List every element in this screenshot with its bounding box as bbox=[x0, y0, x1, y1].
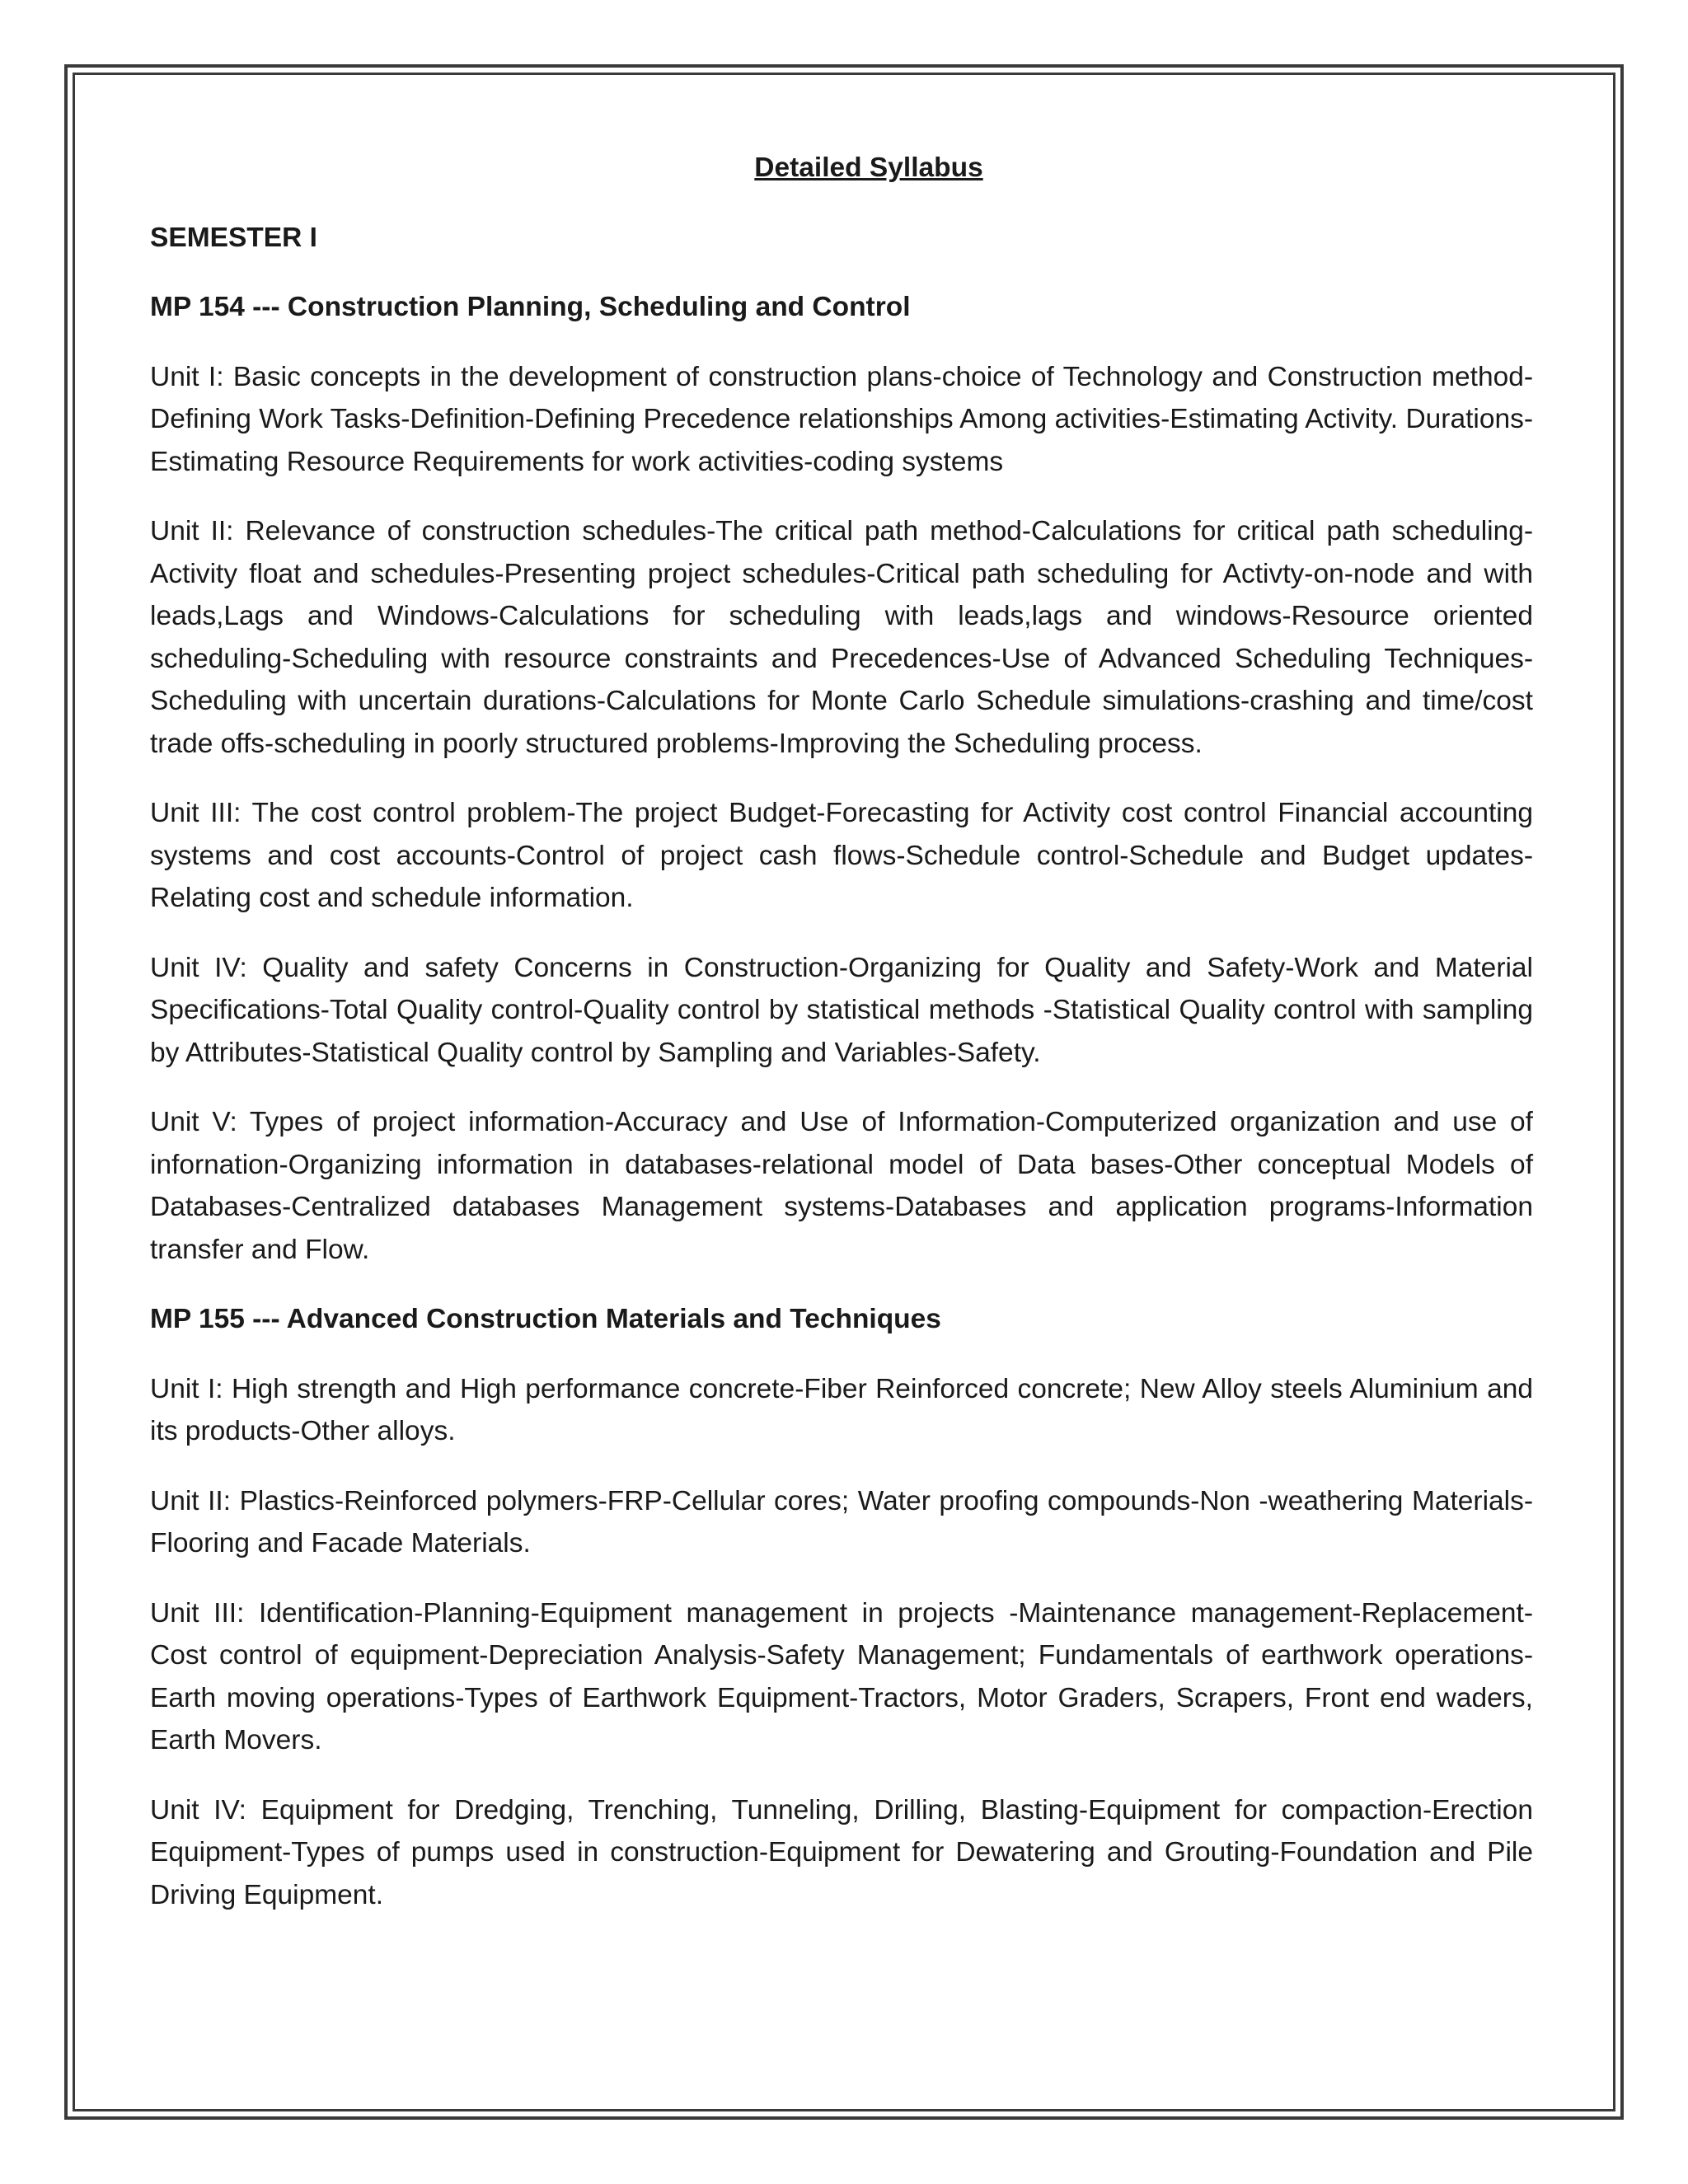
course-title: MP 155 --- Advanced Construction Materials and Techniques bbox=[150, 1304, 941, 1334]
document-title: Detailed Syllabus bbox=[754, 152, 983, 183]
unit-paragraph: Unit I: High strength and High performance concrete-Fiber Reinforced concrete; New Alloy steels Aluminium and its products-Other alloys. bbox=[150, 1373, 1533, 1446]
document-body bbox=[150, 147, 1533, 1943]
unit-paragraph: Unit IV: Quality and safety Concerns in Construction-Organizing for Quality and Safety-Work and Material Specifications-Total Quality control-Quality control by statistical methods -Statistical Quality control with sampling by Attributes-Statistical Quality control by Sampling and Variables-Safety. bbox=[150, 952, 1533, 1068]
unit-paragraph: Unit V: Types of project information-Accuracy and Use of Information-Computerized organization and use of infornation-Organizing information in databases-relational model of Data bases-Other conceptual Models of Databases-Centralized databases Management systems-Databases and application programs-Information transfer and Flow. bbox=[150, 1107, 1533, 1265]
unit-paragraph: Unit III: Identification-Planning-Equipment management in projects -Maintenance management-Replacement-Cost control of equipment-Depreciation Analysis-Safety Management; Fundamentals of earthwork operations-Earth moving operations-Types of Earthwork Equipment-Tractors, Motor Graders, Scrapers, Front end waders, Earth Movers. bbox=[150, 1597, 1533, 1755]
course-section-mp154 bbox=[150, 286, 1533, 1271]
unit-paragraph: Unit I: Basic concepts in the development of construction plans-choice of Technology and Construction method-Defining Work Tasks-Definition-Defining Precedence relationships Among activities-Estimating Activity. Durations-Estimating Resource Requirements for work activities-coding systems bbox=[150, 361, 1533, 477]
course-title: MP 154 --- Construction Planning, Scheduling and Control bbox=[150, 292, 911, 322]
semester-heading: SEMESTER I bbox=[150, 222, 317, 253]
course-section-mp155 bbox=[150, 1298, 1533, 1916]
unit-paragraph: Unit II: Relevance of construction schedules-The critical path method-Calculations for critical path scheduling-Activity float and schedules-Presenting project schedules-Critical path scheduling for Activty-on-node and with leads,Lags and Windows-Calculations for scheduling with leads,lags and windows-Resource oriented scheduling-Scheduling with resource constraints and Precedences-Use of Advanced Scheduling Techniques-Scheduling with uncertain durations-Calculations for Monte Carlo Schedule simulations-crashing and time/cost trade offs-scheduling in poorly structured problems-Improving the Scheduling process. bbox=[150, 516, 1533, 759]
unit-paragraph: Unit III: The cost control problem-The project Budget-Forecasting for Activity cost control Financial accounting systems and cost accounts-Control of project cash flows-Schedule control-Schedule and Budget updates-Relating cost and schedule information. bbox=[150, 798, 1533, 913]
unit-paragraph: Unit IV: Equipment for Dredging, Trenching, Tunneling, Drilling, Blasting-Equipment for compaction-Erection Equipment-Types of pumps used in construction-Equipment for Dewatering and Grouting-Foundation and Pile Driving Equipment. bbox=[150, 1794, 1533, 1910]
unit-paragraph: Unit II: Plastics-Reinforced polymers-FRP-Cellular cores; Water proofing compounds-Non -weathering Materials-Flooring and Facade Materials. bbox=[150, 1485, 1533, 1558]
